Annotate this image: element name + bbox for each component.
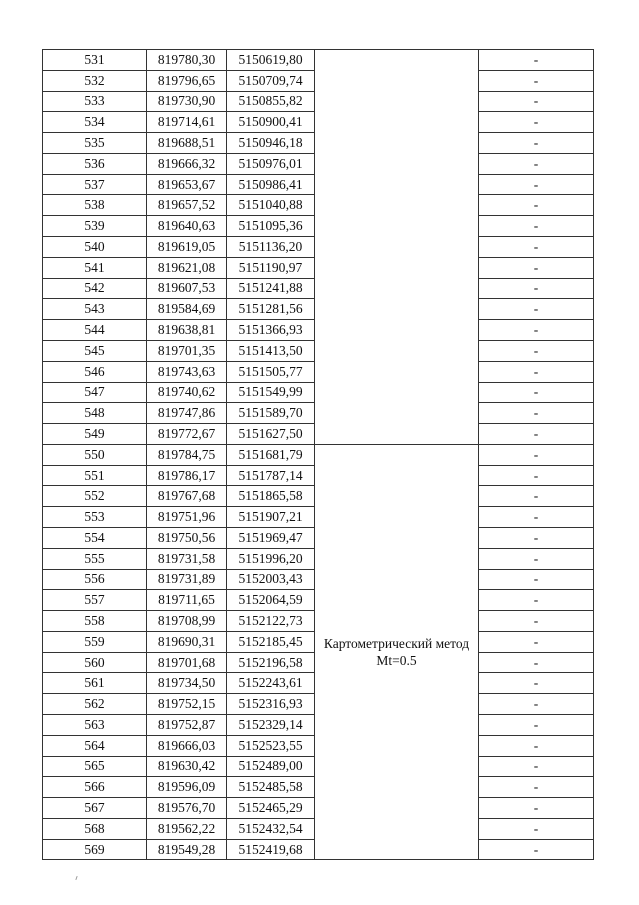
x-coordinate-cell: 819731,58 bbox=[147, 548, 227, 569]
x-coordinate-cell: 819711,65 bbox=[147, 590, 227, 611]
x-coordinate-cell: 819730,90 bbox=[147, 91, 227, 112]
point-number-cell: 545 bbox=[43, 340, 147, 361]
accuracy-dash-cell: - bbox=[479, 278, 594, 299]
accuracy-dash-cell: - bbox=[479, 361, 594, 382]
y-coordinate-cell: 5152329,14 bbox=[227, 715, 315, 736]
point-number-cell: 565 bbox=[43, 756, 147, 777]
point-number-cell: 560 bbox=[43, 652, 147, 673]
y-coordinate-cell: 5151549,99 bbox=[227, 382, 315, 403]
accuracy-dash-cell: - bbox=[479, 320, 594, 341]
point-number-cell: 555 bbox=[43, 548, 147, 569]
y-coordinate-cell: 5151681,79 bbox=[227, 444, 315, 465]
x-coordinate-cell: 819688,51 bbox=[147, 133, 227, 154]
y-coordinate-cell: 5151241,88 bbox=[227, 278, 315, 299]
accuracy-dash-cell: - bbox=[479, 403, 594, 424]
x-coordinate-cell: 819767,68 bbox=[147, 486, 227, 507]
x-coordinate-cell: 819607,53 bbox=[147, 278, 227, 299]
y-coordinate-cell: 5151366,93 bbox=[227, 320, 315, 341]
y-coordinate-cell: 5152432,54 bbox=[227, 818, 315, 839]
x-coordinate-cell: 819690,31 bbox=[147, 631, 227, 652]
accuracy-dash-cell: - bbox=[479, 486, 594, 507]
x-coordinate-cell: 819796,65 bbox=[147, 70, 227, 91]
accuracy-dash-cell: - bbox=[479, 652, 594, 673]
point-number-cell: 548 bbox=[43, 403, 147, 424]
point-number-cell: 541 bbox=[43, 257, 147, 278]
x-coordinate-cell: 819562,22 bbox=[147, 818, 227, 839]
point-number-cell: 561 bbox=[43, 673, 147, 694]
point-number-cell: 549 bbox=[43, 424, 147, 445]
y-coordinate-cell: 5152316,93 bbox=[227, 694, 315, 715]
accuracy-dash-cell: - bbox=[479, 153, 594, 174]
accuracy-dash-cell: - bbox=[479, 299, 594, 320]
y-coordinate-cell: 5152489,00 bbox=[227, 756, 315, 777]
coordinates-table-body bbox=[43, 50, 594, 860]
accuracy-dash-cell: - bbox=[479, 382, 594, 403]
point-number-cell: 539 bbox=[43, 216, 147, 237]
point-number-cell: 556 bbox=[43, 569, 147, 590]
point-number-cell: 542 bbox=[43, 278, 147, 299]
accuracy-dash-cell: - bbox=[479, 631, 594, 652]
point-number-cell: 543 bbox=[43, 299, 147, 320]
accuracy-dash-cell: - bbox=[479, 70, 594, 91]
accuracy-dash-cell: - bbox=[479, 50, 594, 71]
y-coordinate-cell: 5150900,41 bbox=[227, 112, 315, 133]
x-coordinate-cell: 819786,17 bbox=[147, 465, 227, 486]
accuracy-dash-cell: - bbox=[479, 611, 594, 632]
y-coordinate-cell: 5152419,68 bbox=[227, 839, 315, 860]
point-number-cell: 540 bbox=[43, 237, 147, 258]
point-number-cell: 568 bbox=[43, 818, 147, 839]
x-coordinate-cell: 819666,32 bbox=[147, 153, 227, 174]
x-coordinate-cell: 819708,99 bbox=[147, 611, 227, 632]
y-coordinate-cell: 5151787,14 bbox=[227, 465, 315, 486]
y-coordinate-cell: 5151865,58 bbox=[227, 486, 315, 507]
x-coordinate-cell: 819784,75 bbox=[147, 444, 227, 465]
x-coordinate-cell: 819576,70 bbox=[147, 798, 227, 819]
point-number-cell: 532 bbox=[43, 70, 147, 91]
y-coordinate-cell: 5151505,77 bbox=[227, 361, 315, 382]
y-coordinate-cell: 5150619,80 bbox=[227, 50, 315, 71]
point-number-cell: 550 bbox=[43, 444, 147, 465]
accuracy-dash-cell: - bbox=[479, 257, 594, 278]
y-coordinate-cell: 5151996,20 bbox=[227, 548, 315, 569]
y-coordinate-cell: 5150855,82 bbox=[227, 91, 315, 112]
y-coordinate-cell: 5151095,36 bbox=[227, 216, 315, 237]
point-number-cell: 554 bbox=[43, 527, 147, 548]
x-coordinate-cell: 819596,09 bbox=[147, 777, 227, 798]
x-coordinate-cell: 819731,89 bbox=[147, 569, 227, 590]
x-coordinate-cell: 819657,52 bbox=[147, 195, 227, 216]
accuracy-dash-cell: - bbox=[479, 673, 594, 694]
x-coordinate-cell: 819752,15 bbox=[147, 694, 227, 715]
point-number-cell: 564 bbox=[43, 735, 147, 756]
accuracy-dash-cell: - bbox=[479, 715, 594, 736]
x-coordinate-cell: 819751,96 bbox=[147, 507, 227, 528]
x-coordinate-cell: 819653,67 bbox=[147, 174, 227, 195]
x-coordinate-cell: 819734,50 bbox=[147, 673, 227, 694]
x-coordinate-cell: 819750,56 bbox=[147, 527, 227, 548]
x-coordinate-cell: 819743,63 bbox=[147, 361, 227, 382]
point-number-cell: 553 bbox=[43, 507, 147, 528]
y-coordinate-cell: 5152465,29 bbox=[227, 798, 315, 819]
point-number-cell: 557 bbox=[43, 590, 147, 611]
y-coordinate-cell: 5152003,43 bbox=[227, 569, 315, 590]
accuracy-dash-cell: - bbox=[479, 839, 594, 860]
point-number-cell: 567 bbox=[43, 798, 147, 819]
y-coordinate-cell: 5151907,21 bbox=[227, 507, 315, 528]
y-coordinate-cell: 5150976,01 bbox=[227, 153, 315, 174]
y-coordinate-cell: 5150986,41 bbox=[227, 174, 315, 195]
accuracy-dash-cell: - bbox=[479, 777, 594, 798]
accuracy-dash-cell: - bbox=[479, 465, 594, 486]
x-coordinate-cell: 819549,28 bbox=[147, 839, 227, 860]
accuracy-dash-cell: - bbox=[479, 195, 594, 216]
stray-mark bbox=[75, 876, 77, 880]
method-cell-label: Картометрический метод Mt=0.5 bbox=[315, 444, 479, 860]
y-coordinate-cell: 5152485,58 bbox=[227, 777, 315, 798]
point-number-cell: 551 bbox=[43, 465, 147, 486]
y-coordinate-cell: 5152523,55 bbox=[227, 735, 315, 756]
table-row bbox=[43, 444, 594, 465]
method-cell-empty bbox=[315, 50, 479, 445]
point-number-cell: 536 bbox=[43, 153, 147, 174]
point-number-cell: 533 bbox=[43, 91, 147, 112]
point-number-cell: 569 bbox=[43, 839, 147, 860]
x-coordinate-cell: 819619,05 bbox=[147, 237, 227, 258]
point-number-cell: 534 bbox=[43, 112, 147, 133]
y-coordinate-cell: 5150709,74 bbox=[227, 70, 315, 91]
point-number-cell: 559 bbox=[43, 631, 147, 652]
x-coordinate-cell: 819780,30 bbox=[147, 50, 227, 71]
y-coordinate-cell: 5150946,18 bbox=[227, 133, 315, 154]
x-coordinate-cell: 819701,35 bbox=[147, 340, 227, 361]
accuracy-dash-cell: - bbox=[479, 424, 594, 445]
point-number-cell: 531 bbox=[43, 50, 147, 71]
y-coordinate-cell: 5151281,56 bbox=[227, 299, 315, 320]
x-coordinate-cell: 819701,68 bbox=[147, 652, 227, 673]
point-number-cell: 563 bbox=[43, 715, 147, 736]
accuracy-dash-cell: - bbox=[479, 694, 594, 715]
accuracy-dash-cell: - bbox=[479, 237, 594, 258]
point-number-cell: 537 bbox=[43, 174, 147, 195]
x-coordinate-cell: 819630,42 bbox=[147, 756, 227, 777]
x-coordinate-cell: 819584,69 bbox=[147, 299, 227, 320]
y-coordinate-cell: 5152196,58 bbox=[227, 652, 315, 673]
accuracy-dash-cell: - bbox=[479, 798, 594, 819]
accuracy-dash-cell: - bbox=[479, 91, 594, 112]
table-row bbox=[43, 50, 594, 71]
accuracy-dash-cell: - bbox=[479, 527, 594, 548]
x-coordinate-cell: 819747,86 bbox=[147, 403, 227, 424]
y-coordinate-cell: 5151589,70 bbox=[227, 403, 315, 424]
y-coordinate-cell: 5152243,61 bbox=[227, 673, 315, 694]
x-coordinate-cell: 819638,81 bbox=[147, 320, 227, 341]
y-coordinate-cell: 5152185,45 bbox=[227, 631, 315, 652]
accuracy-dash-cell: - bbox=[479, 818, 594, 839]
x-coordinate-cell: 819621,08 bbox=[147, 257, 227, 278]
point-number-cell: 566 bbox=[43, 777, 147, 798]
accuracy-dash-cell: - bbox=[479, 112, 594, 133]
point-number-cell: 558 bbox=[43, 611, 147, 632]
x-coordinate-cell: 819740,62 bbox=[147, 382, 227, 403]
accuracy-dash-cell: - bbox=[479, 444, 594, 465]
x-coordinate-cell: 819752,87 bbox=[147, 715, 227, 736]
accuracy-dash-cell: - bbox=[479, 216, 594, 237]
x-coordinate-cell: 819666,03 bbox=[147, 735, 227, 756]
accuracy-dash-cell: - bbox=[479, 569, 594, 590]
y-coordinate-cell: 5152122,73 bbox=[227, 611, 315, 632]
y-coordinate-cell: 5151040,88 bbox=[227, 195, 315, 216]
point-number-cell: 535 bbox=[43, 133, 147, 154]
point-number-cell: 552 bbox=[43, 486, 147, 507]
accuracy-dash-cell: - bbox=[479, 507, 594, 528]
point-number-cell: 546 bbox=[43, 361, 147, 382]
y-coordinate-cell: 5152064,59 bbox=[227, 590, 315, 611]
y-coordinate-cell: 5151190,97 bbox=[227, 257, 315, 278]
y-coordinate-cell: 5151969,47 bbox=[227, 527, 315, 548]
point-number-cell: 547 bbox=[43, 382, 147, 403]
x-coordinate-cell: 819640,63 bbox=[147, 216, 227, 237]
accuracy-dash-cell: - bbox=[479, 756, 594, 777]
accuracy-dash-cell: - bbox=[479, 340, 594, 361]
coordinates-table bbox=[42, 49, 594, 860]
x-coordinate-cell: 819772,67 bbox=[147, 424, 227, 445]
accuracy-dash-cell: - bbox=[479, 548, 594, 569]
accuracy-dash-cell: - bbox=[479, 133, 594, 154]
point-number-cell: 538 bbox=[43, 195, 147, 216]
accuracy-dash-cell: - bbox=[479, 590, 594, 611]
point-number-cell: 562 bbox=[43, 694, 147, 715]
point-number-cell: 544 bbox=[43, 320, 147, 341]
y-coordinate-cell: 5151136,20 bbox=[227, 237, 315, 258]
accuracy-dash-cell: - bbox=[479, 735, 594, 756]
y-coordinate-cell: 5151627,50 bbox=[227, 424, 315, 445]
y-coordinate-cell: 5151413,50 bbox=[227, 340, 315, 361]
x-coordinate-cell: 819714,61 bbox=[147, 112, 227, 133]
accuracy-dash-cell: - bbox=[479, 174, 594, 195]
